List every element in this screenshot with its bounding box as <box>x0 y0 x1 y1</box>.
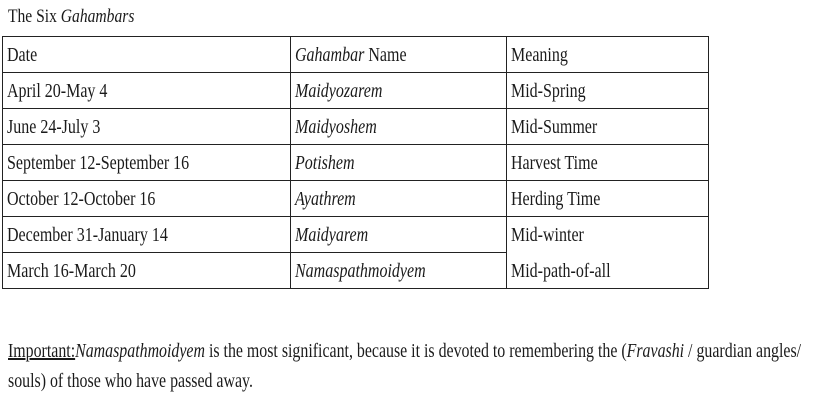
cell-date: September 12-September 16 <box>3 145 291 181</box>
cell-meaning: Harvest Time <box>507 145 709 181</box>
table-row <box>3 145 709 181</box>
cell-name: Maidyoshem <box>291 109 507 145</box>
note-subject: Namaspathmoidyem <box>75 340 205 362</box>
note-text-1: is the most significant, because it is devoted to remembering the ( <box>204 340 627 362</box>
note-fravashi: Fravashi <box>626 340 685 362</box>
table-header-row <box>3 37 709 73</box>
cell-meaning: Mid-Spring <box>507 73 709 109</box>
table-row <box>3 217 709 253</box>
header-date: Date <box>3 37 291 73</box>
cell-name: Namaspathmoidyem <box>291 253 507 289</box>
cell-date: April 20-May 4 <box>3 73 291 109</box>
cell-date: December 31-January 14 <box>3 217 291 253</box>
header-meaning: Meaning <box>507 37 709 73</box>
table-row <box>3 73 709 109</box>
cell-meaning: Mid-Summer <box>507 109 709 145</box>
cell-meaning: Herding Time <box>507 181 709 217</box>
title-prefix: The Six <box>8 6 57 27</box>
header-name-suffix: Name <box>368 43 407 66</box>
note-text-2: / guardian angles/ souls) of those who have passed away. <box>8 340 802 392</box>
cell-meaning: Mid-path-of-all <box>507 253 709 289</box>
important-note <box>8 336 803 396</box>
cell-name: Maidyozarem <box>291 73 507 109</box>
gahambar-table <box>2 36 709 289</box>
table-row <box>3 253 709 289</box>
cell-name: Ayathrem <box>291 181 507 217</box>
cell-name: Potishem <box>291 145 507 181</box>
page-title <box>8 6 134 28</box>
header-gahambar-name <box>291 37 507 73</box>
table-row <box>3 181 709 217</box>
header-name-emphasis: Gahambar <box>295 43 365 66</box>
cell-date: March 16-March 20 <box>3 253 291 289</box>
note-label: Important: <box>8 340 76 362</box>
cell-meaning: Mid-winter <box>507 217 709 253</box>
title-emphasis: Gahambars <box>60 6 135 27</box>
table-row <box>3 109 709 145</box>
cell-date: June 24-July 3 <box>3 109 291 145</box>
cell-date: October 12-October 16 <box>3 181 291 217</box>
cell-name: Maidyarem <box>291 217 507 253</box>
